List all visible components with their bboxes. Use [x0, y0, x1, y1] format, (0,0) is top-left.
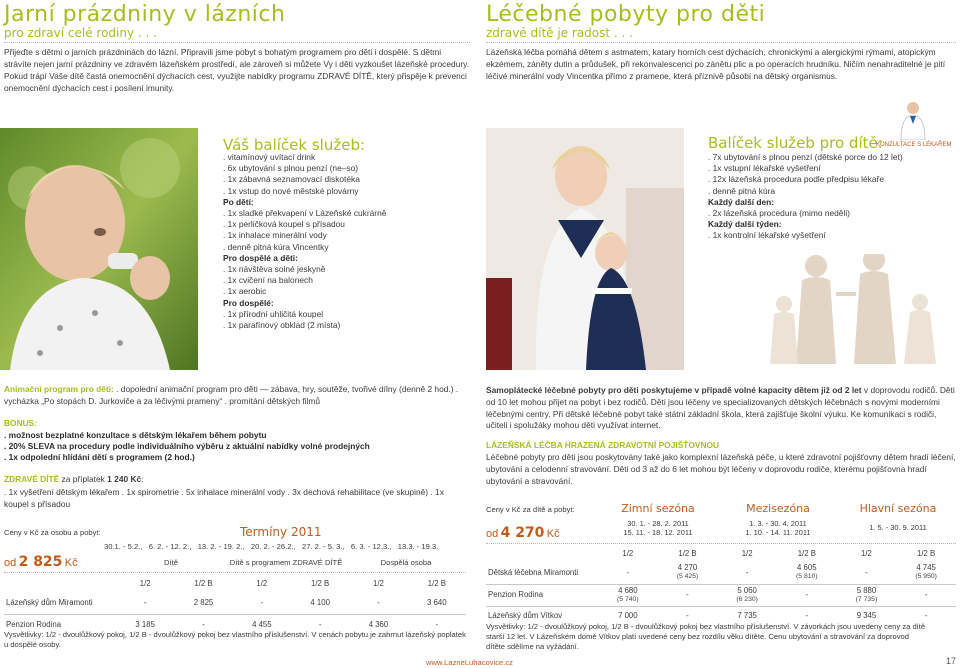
package-item: . vitamínový uvítací drink [223, 152, 316, 162]
season-winter: Zimní sezóna [621, 502, 695, 515]
zdrave-dite-line [4, 474, 144, 485]
cell-value: 4 270 [677, 563, 698, 573]
animation-text: . dopolední animační program pro děti — zábava, hry, soutěže, tvořivé dílny (denně 2 hod.) . vycházka „Po stopách D. Jurkoviče a za léčivými prameny“ . promítání dětských filmů [4, 384, 459, 406]
left-intro-2: Pokud trápí Vaše dítě častá onemocnění dýchacích cest, využijte nabídky programu ZDRAVÉ DÍTĚ, který přispěje k prevenci onemocnění dýchacích cest i posílení imunity. [4, 71, 467, 93]
cell [658, 584, 718, 606]
group-child-program: Dítě s programem ZDRAVÉ DÍTĚ [229, 558, 343, 567]
package-heading: Pro dospělé a děti: [223, 252, 298, 263]
divider [486, 42, 956, 43]
bonus-list [4, 430, 464, 464]
cell [717, 584, 777, 606]
left-footnote: Vysvětlivky: 1/2 - dvoulůžkový pokoj, 1/2 B - dvoulůžkový pokoj bez vlastního příslušenství. V cenách pobytu je zahrnut lázeňský poplatek u dospělé osoby. [4, 630, 466, 649]
table-row [486, 584, 956, 606]
terms-dates: 30.1. - 5.2., 6. 2. - 12. 2., 13. 2. - 19. 2., 20. 2. - 26.2., 27. 2. - 5. 3., 6. 3. - 12.3., 13.3. - 19.3. [104, 542, 439, 551]
cell: 4 100 [310, 597, 330, 607]
left-intro [4, 46, 470, 94]
from-price: 2 825 [18, 554, 63, 570]
cell: - [377, 597, 380, 607]
sub-header: 1/2 B [194, 578, 213, 588]
right-package-list [708, 152, 956, 242]
left-price-table [4, 576, 466, 636]
package-item: . 1x sladké překvapení v Lázeňské cukrárně [223, 208, 387, 219]
cell-value: 4 605 [797, 563, 817, 573]
cell: 9 345 [856, 611, 877, 621]
sub-header: 1/2 B [797, 548, 816, 558]
package-item: . 1x perličková koupel s přísadou [223, 219, 345, 230]
left-price-label: Ceny v Kč za osobu a pobyt: [4, 528, 101, 537]
package-heading: Každý další týden: [708, 219, 782, 230]
cell: 7 000 [618, 611, 638, 621]
package-item: . denně pitná kúra Vincentky [223, 241, 329, 252]
cell-value: - [924, 589, 928, 599]
cell: - [805, 611, 809, 621]
package-item: . 1x vstupní lékařské vyšetření [708, 163, 821, 174]
cell-value: - [626, 567, 630, 577]
cell: 7 735 [737, 611, 757, 621]
family-silhouette [746, 254, 956, 372]
sub-header: 1/2 [622, 548, 634, 558]
cell [717, 562, 777, 584]
season-dates: 30. 1. - 28. 2. 2011 15. 11. - 18. 12. 2011 [623, 519, 693, 537]
cell-value: 4 680 [618, 585, 638, 595]
cell [837, 562, 897, 584]
group-adult: Dospělá osoba [380, 558, 432, 567]
season-headers [598, 502, 958, 552]
cell-sub: (5 425) [676, 573, 699, 581]
cell [598, 562, 658, 584]
cell-value: 5 880 [856, 585, 877, 595]
cell: - [318, 620, 322, 630]
table-row [486, 546, 956, 562]
cell [777, 584, 837, 606]
group-child: Dítě [164, 558, 178, 567]
page-number: 17 [946, 656, 957, 666]
left-package-title: Váš balíček služeb: [223, 136, 366, 154]
table-row [4, 592, 466, 614]
right-paragraph-lead: Samoplátecké léčebné pobyty pro děti poskytujeme v případě volné kapacity dětem již od 2 let [486, 385, 862, 395]
divider [486, 543, 956, 544]
row-name: Lázeňský dům Vítkov [488, 611, 563, 621]
right-title: Léčebné pobyty pro děti [486, 2, 766, 27]
boy-photo [0, 128, 198, 370]
sub-header: 1/2 [861, 548, 872, 558]
sub-header: 1/2 B [678, 548, 697, 558]
package-item: . 1x inhalace minerální vody [223, 230, 327, 241]
cell-value: - [745, 567, 749, 577]
cell: 3 185 [135, 620, 155, 630]
cell-value: 4 745 [916, 563, 936, 573]
package-item: . 1x aerobic [223, 286, 267, 297]
insurance-label: LÁZEŇSKÁ LÉČBA HRAZENÁ ZDRAVOTNÍ POJIŠŤOVNOU [486, 440, 720, 450]
cell [777, 562, 837, 584]
right-price-table [486, 546, 956, 626]
package-item: . 12x lázeňská procedura podle předpisu lékaře [708, 174, 884, 185]
package-item: . 7x ubytování s plnou penzí (dětské porce do 12 let) [708, 152, 903, 162]
table-row [486, 562, 956, 584]
animation-program [4, 384, 466, 407]
package-item: . 2x lázeňská procedura (mimo neděli) [708, 208, 850, 219]
right-paragraph [486, 385, 956, 432]
left-title: Jarní prázdniny v lázních [4, 2, 286, 27]
package-item: . 1x kontrolní lékařské vyšetření [708, 230, 826, 241]
left-intro-1: Přijeďte s dětmi o jarních prázdninách do lázní. Připravili jsme pobyt s bohatým programem pro děti i dospělé. S dětmi strávíte nejen jarní prázdniny ve zdravém lázeňském prostředí, ale zároveň si můžete Vy i děti vyzkoušet lázeňské procedury. [4, 47, 470, 69]
row-name: Dětská léčebna Miramonti [488, 567, 579, 577]
sub-header: 1/2 [256, 578, 268, 588]
cell-sub: (7 735) [855, 595, 878, 603]
right-from-price [486, 524, 560, 542]
cell: 4 455 [252, 620, 272, 630]
currency: Kč [64, 557, 78, 569]
zdrave-text: za příplatek [59, 474, 108, 484]
cell: - [143, 597, 147, 607]
right-subtitle: zdravé dítě je radost . . . [486, 26, 633, 40]
bonus-label: BONUS: [4, 418, 38, 428]
zdrave-items: . 1x vyšetření dětským lékařem . 1x spirometrie . 5x inhalace minerální vody . 3x dechová rehabilitace (ve skupině) . 1x koupel s přísadou [4, 487, 444, 509]
sub-header: 1/2 [373, 578, 384, 588]
from-label: od [486, 528, 499, 540]
cell-sub: (6 230) [736, 595, 758, 603]
right-package-title: Balíček služeb pro dítě: [708, 134, 883, 152]
right-price-label: Ceny v Kč za dítě a pobyt: [486, 505, 575, 514]
sub-header: 1/2 B [427, 578, 446, 588]
table-row [4, 576, 466, 592]
season-dates: 1. 5. - 30. 9. 2011 [869, 523, 927, 532]
cell: - [686, 611, 689, 621]
right-footnote: Vysvětlivky: 1/2 - dvoulůžkový pokoj, 1/2 B - dvoulůžkový pokoj bez vlastního příslušenství. V závorkách jsou uvedeny ceny za dítě starší 12 let. V Lázeňském domě Vítkov platí uvedené ceny bez rozdílu věku dítěte. Cenu ubytování a stravování za doprovod dítěte sdělíme na vyžádání. [486, 622, 926, 651]
zdrave-price: 1 240 Kč [107, 474, 142, 484]
package-item: . 1x cvičení na balonech [223, 275, 313, 286]
left-subtitle: pro zdraví celé rodiny . . . [4, 26, 157, 40]
cell-sub: (5 740) [617, 595, 639, 603]
from-price: 4 270 [500, 525, 545, 541]
package-item: . 6x ubytování s plnou penzí (ne–so) [223, 163, 359, 174]
insurance-text: Léčebné pobyty pro děti jsou poskytovány také jako komplexní lázeňská péče, u které zdravotní pojišťovny dětem hradí léčení, ubytování a celodenní stravování. Děti od 3 až do 6 let mohou být léčeny v doprovodu rodiče, kterému pojišťovna hradí ubytování a stravování. [486, 452, 956, 486]
row-name: Penzion Rodina [6, 620, 62, 630]
divider [4, 572, 466, 573]
zdrave-colon: : [141, 474, 144, 484]
cell: 3 640 [427, 597, 447, 607]
animation-label: Animační program pro děti: [4, 384, 114, 394]
package-item: . 1x zábavná seznamovací diskotéka [223, 174, 360, 185]
bonus-item: . možnost bezplatné konzultace s dětským lékařem během pobytu [4, 430, 267, 440]
consult-label: KONZULTACE S LÉKAŘEM [876, 142, 952, 148]
left-from-price [4, 553, 78, 571]
currency: Kč [546, 528, 560, 540]
cell [658, 562, 718, 584]
package-item: . 1x přírodní uhličitá koupel [223, 308, 324, 319]
sub-header: 1/2 B [917, 548, 936, 558]
website-link[interactable]: www.LazneLuhacovice.cz [426, 658, 513, 667]
row-name: Penzion Rodina [488, 589, 544, 599]
package-heading: Po dětí: [223, 196, 254, 207]
cell [837, 584, 897, 606]
doctor-illustration [896, 100, 930, 140]
package-item: . 1x parafínový obklad (2 místa) [223, 320, 341, 331]
package-item: . 1x návštěva solné jeskyně [223, 264, 326, 275]
cell [896, 584, 956, 606]
divider [4, 42, 470, 43]
sub-header: 1/2 [741, 548, 753, 558]
cell-value: 5 060 [737, 585, 757, 595]
cell [598, 584, 658, 606]
cell-value: - [805, 589, 809, 599]
terms-heading: Termíny 2011 [240, 525, 322, 539]
sub-header: 1/2 [139, 578, 151, 588]
bonus-item: . 1x odpolední hlídání dětí s programem (2 hod.) [4, 452, 195, 463]
cell: - [924, 611, 928, 621]
cell: 2 825 [193, 597, 214, 607]
cell: 4 360 [368, 620, 389, 630]
cell: - [435, 620, 439, 630]
package-item: . 1x vstup do nové městské plovárny [223, 185, 359, 196]
package-heading: Pro dospělé: [223, 297, 274, 308]
season-dates: 1. 3. - 30. 4. 2011 1. 10. - 14. 11. 2011 [745, 519, 811, 537]
cell [896, 562, 956, 584]
cell-sub: (5 950) [915, 573, 937, 581]
left-group-headers [116, 558, 466, 570]
cell: - [202, 620, 205, 630]
cell-sub: (5 810) [796, 573, 818, 581]
right-paragraph-text: v doprovodu rodičů. Děti od 10 let mohou přijet na pobyt i bez rodičů. Děti jsou léčeny ve specializovaných dětských léčebnách s novými moderními léčebnými centry. Při dětské léčebné pobyt také státní základní škola, která zajišťuje školní výuku. Ke komunikaci s rodiči, učiteli i spolužáky mohou děti využívat internet. [486, 385, 955, 431]
cell-value: - [865, 567, 868, 577]
package-item: . denně pitná kúra [708, 185, 776, 196]
sub-header: 1/2 B [311, 578, 330, 588]
zdrave-label: ZDRAVÉ DÍTĚ [4, 474, 60, 484]
from-label: od [4, 557, 17, 569]
season-mid: Mezisezóna [746, 502, 810, 515]
cell: - [260, 597, 264, 607]
bonus-item: . 20% SLEVA na procedury podle individuálního výběru z aktuální nabídky volné prodejných [4, 441, 370, 452]
mother-daughter-photo [486, 128, 684, 370]
cell-value: - [686, 589, 689, 599]
right-intro: Lázeňská léčba pomáhá dětem s astmatem, katary horních cest dýchacích, chronickými a alergickými rýmami, atopickým ekzémem, záněty dutin a průdušek, při rekonvalescenci po zánětu plic a po operacích hrudníku. Ničím nenahraditelné je pití léčivé minerální vody Vincentka přímo z pramene, která příznivě působí na dětský organismus. [486, 47, 946, 81]
left-package-list [223, 152, 463, 331]
row-name: Lázeňský dům Miramonti [6, 597, 93, 607]
package-heading: Každý další den: [708, 196, 775, 207]
season-high: Hlavní sezóna [859, 502, 937, 515]
